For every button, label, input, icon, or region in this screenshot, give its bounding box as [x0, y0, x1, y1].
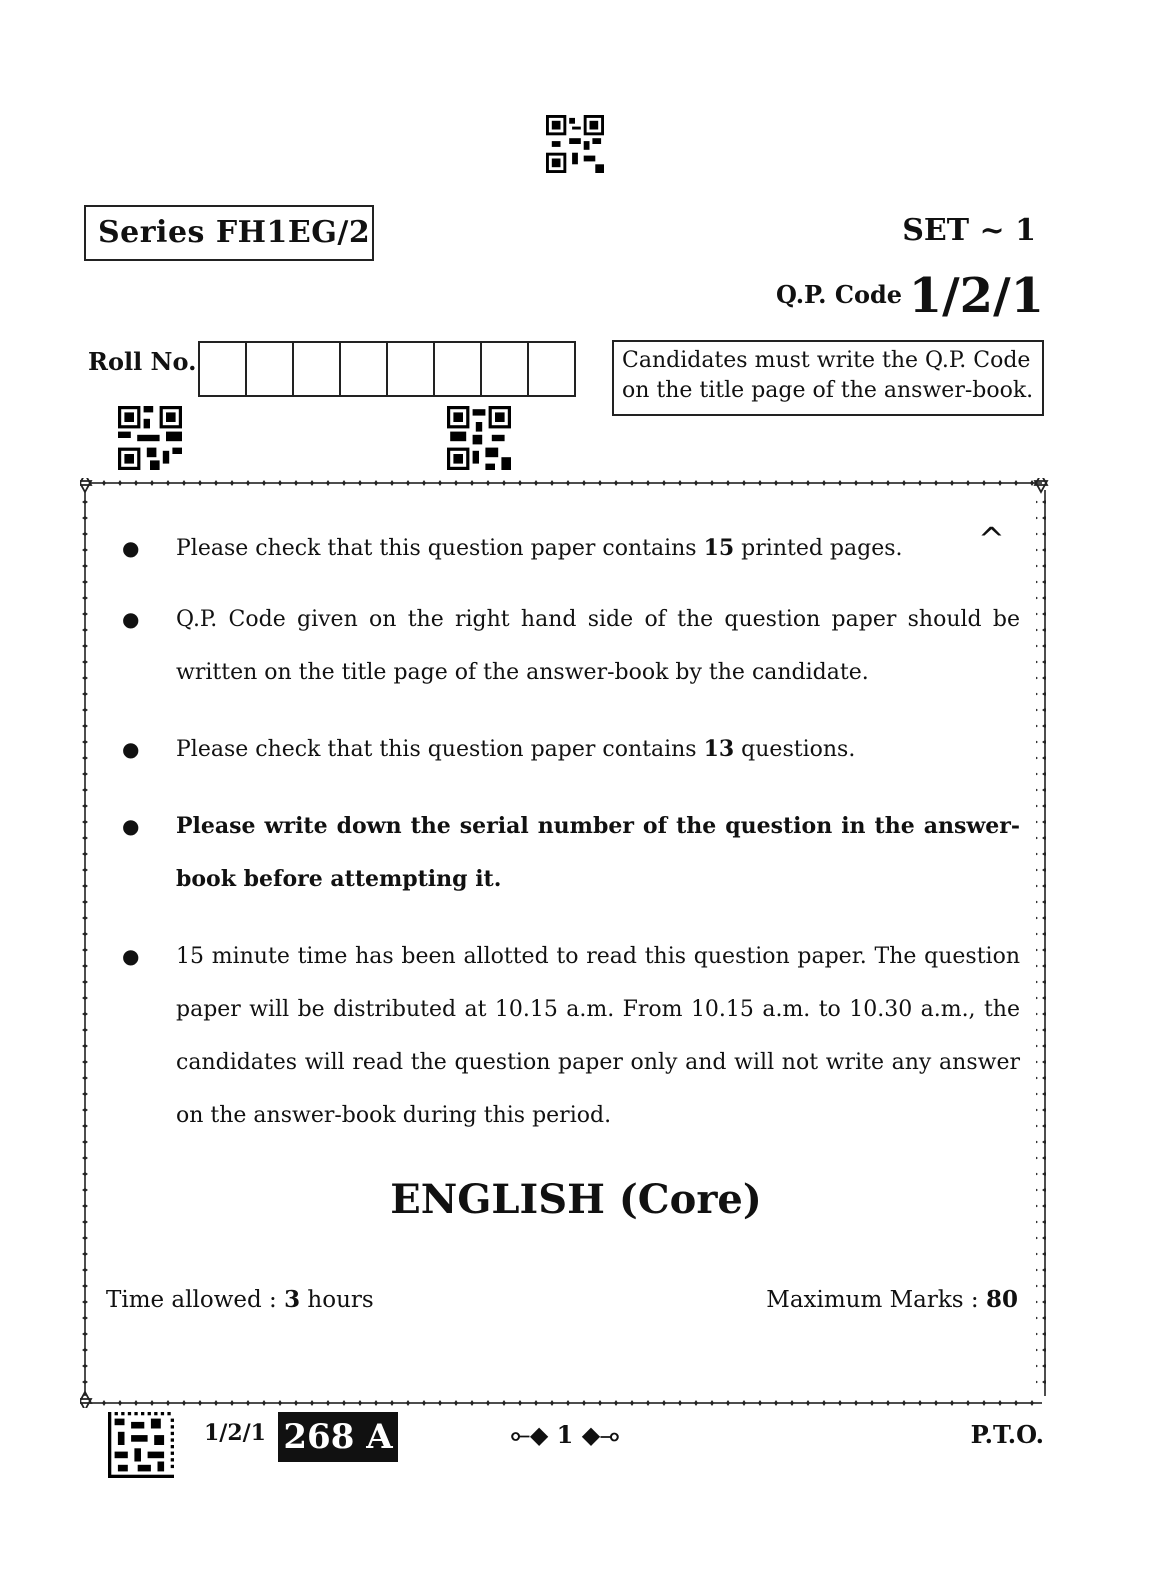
- page-number-value: 1: [556, 1420, 574, 1449]
- qr-code-middle-graphic: [447, 406, 511, 470]
- roll-number-boxes[interactable]: [198, 341, 576, 397]
- instruction-text-part: Please check that this question paper contains: [176, 737, 704, 762]
- instruction-text-part: Q.P. Code given on the right hand side of the question paper should be written on the title page of the answer-book by the candidate.: [176, 607, 1020, 685]
- pto-label: P.T.O.: [970, 1420, 1044, 1449]
- maximum-marks-label: Maximum Marks :: [766, 1287, 986, 1313]
- instruction-text-part: questions.: [734, 737, 856, 762]
- maximum-marks-value: 80: [985, 1286, 1018, 1313]
- bullet-icon: ●: [122, 737, 140, 761]
- instruction-text-part: 15 minute time has been allotted to read this question paper. The question paper will be distributed at 10.15 a.m. From 10.15 a.m. to 10.30 a.m., the candidates will read the question paper only and will not write any answer on the answer-book during this period.: [176, 944, 1020, 1128]
- set-label: SET ~ 1: [902, 213, 1036, 248]
- page-ornament-right-icon: ◆⊸: [573, 1420, 620, 1449]
- series-label: Series FH1EG/2: [84, 205, 374, 261]
- bullet-icon: ●: [122, 814, 140, 838]
- subject-title: ENGLISH (Core): [390, 1176, 762, 1223]
- instruction-text-part: Please write down the serial number of the question in the answer-book before attempting it.: [176, 813, 1020, 892]
- roll-number-cell[interactable]: [341, 343, 388, 395]
- instruction-item: [120, 528, 1020, 569]
- roll-number-cell[interactable]: [435, 343, 482, 395]
- bullet-icon: ●: [122, 536, 140, 560]
- instruction-text: [176, 800, 1020, 906]
- roll-number-cell[interactable]: [294, 343, 341, 395]
- qr-code-top-graphic: [545, 115, 605, 173]
- qp-code: 1/2/1: [908, 268, 1044, 324]
- footer-badge: 268 A: [278, 1412, 398, 1462]
- datamatrix-code: [108, 1412, 174, 1478]
- roll-number-label: Roll No.: [88, 347, 197, 376]
- bullet-icon: ●: [122, 607, 140, 631]
- instruction-item: [120, 930, 1020, 1142]
- instruction-text: [176, 593, 1020, 699]
- instruction-item: [120, 800, 1020, 906]
- instruction-text: [176, 723, 1020, 776]
- instruction-item: [120, 723, 1020, 776]
- qr-code-middle: [447, 406, 511, 470]
- datamatrix-code-graphic: [108, 1412, 174, 1478]
- instructions-list: [120, 528, 1020, 1166]
- notice-box: Candidates must write the Q.P. Code on the title page of the answer-book.: [612, 340, 1044, 416]
- roll-number-cell[interactable]: [482, 343, 529, 395]
- qr-code-left-graphic: [118, 406, 182, 470]
- instruction-text-part: 13: [703, 736, 735, 762]
- instruction-item: [120, 593, 1020, 699]
- roll-number-cell[interactable]: [200, 343, 247, 395]
- roll-number-cell[interactable]: [529, 343, 576, 395]
- time-allowed-value: 3: [284, 1286, 301, 1313]
- time-allowed-label: Time allowed :: [106, 1287, 285, 1313]
- qr-code-top: [545, 115, 605, 173]
- caret-mark: ^: [978, 520, 1005, 558]
- bullet-icon: ●: [122, 944, 140, 968]
- roll-number-cell[interactable]: [247, 343, 294, 395]
- page-number: [500, 1420, 630, 1449]
- maximum-marks: [766, 1286, 1018, 1313]
- time-allowed-unit: hours: [300, 1287, 374, 1313]
- time-allowed: [106, 1286, 374, 1313]
- instruction-text-part: 15: [703, 535, 735, 561]
- instruction-text-part: Please check that this question paper contains: [176, 536, 704, 561]
- instruction-text-part: printed pages.: [734, 536, 903, 561]
- roll-number-cell[interactable]: [388, 343, 435, 395]
- qp-code-label: Q.P. Code: [775, 280, 902, 309]
- qr-code-left: [118, 406, 182, 470]
- instruction-text: [176, 930, 1020, 1142]
- instruction-text: [176, 528, 1020, 569]
- footer-qp-code: 1/2/1: [204, 1420, 266, 1446]
- page-ornament-left-icon: ⟜◆: [510, 1420, 557, 1449]
